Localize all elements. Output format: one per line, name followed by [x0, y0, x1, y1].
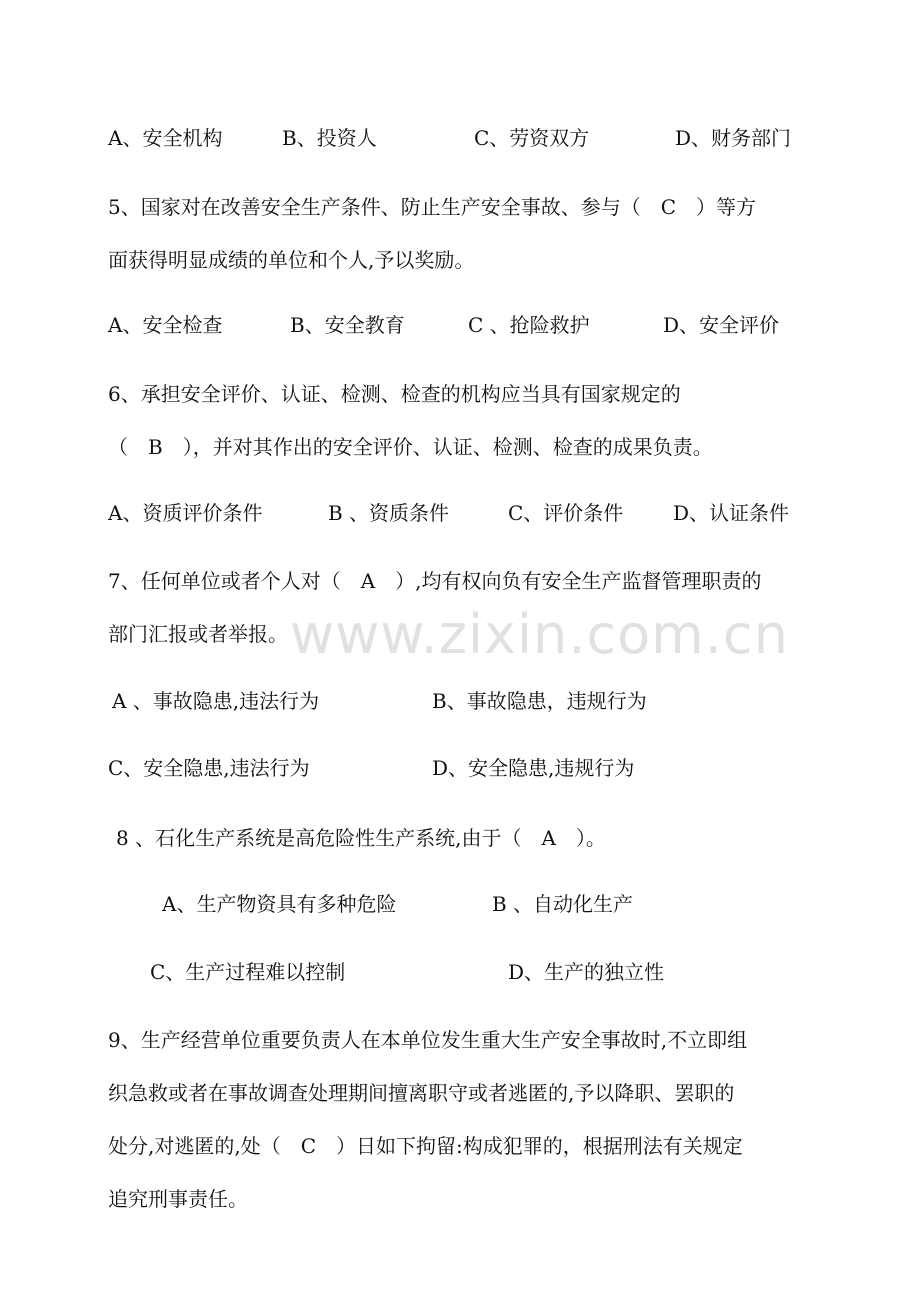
q8-option-b: B 、自动化生产 — [492, 892, 634, 916]
q8-option-a: A、生产物资具有多种危险 — [162, 892, 397, 916]
q5-option-b: B、安全教育 — [290, 313, 405, 337]
q5-option-a: A、安全检查 — [108, 313, 223, 337]
q6-text-line-1: 6、承担安全评价、认证、检测、检查的机构应当具有国家规定的 — [108, 382, 681, 406]
q6-option-b: B 、资质条件 — [328, 501, 450, 525]
q5-text-line-1: 5、国家对在改善安全生产条件、防止生产安全事故、参与（ C ）等方 — [108, 195, 757, 219]
q6-text-line-2: （ B ），并对其作出的安全评价、认证、检测、检查的成果负责。 — [108, 435, 713, 459]
q7-option-a: A 、事故隐患,违法行为 — [112, 689, 320, 713]
q6-option-d: D、认证条件 — [673, 501, 790, 525]
q8-option-c: C、生产过程难以控制 — [150, 960, 346, 984]
q9-text-line-2: 织急救或者在事故调查处理期间擅离职守或者逃匿的,予以降职、罢职的 — [108, 1081, 735, 1105]
q4-option-d: D、财务部门 — [675, 126, 792, 150]
q8-option-d: D、生产的独立性 — [508, 960, 665, 984]
q9-text-line-1: 9、生产经营单位重要负责人在本单位发生重大生产安全事故时,不立即组 — [108, 1028, 748, 1052]
q5-option-d: D、安全评价 — [663, 313, 780, 337]
q6-option-c: C、评价条件 — [508, 501, 624, 525]
q6-option-a: A、资质评价条件 — [108, 501, 263, 525]
q7-text-line-2: 部门汇报或者举报。 — [108, 622, 288, 646]
q4-option-c: C、劳资双方 — [474, 126, 590, 150]
q5-text-line-2: 面获得明显成绩的单位和个人,予以奖励。 — [108, 248, 475, 272]
q7-option-b: B、事故隐患，违规行为 — [432, 689, 647, 713]
q4-option-b: B、投资人 — [282, 126, 377, 150]
watermark-text: www.zixin.com.cn — [290, 603, 789, 666]
q5-option-c: C 、抢险救护 — [468, 313, 590, 337]
q9-text-line-3: 处分,对逃匿的,处（ C ）日如下拘留:构成犯罪的，根据刑法有关规定 — [108, 1134, 743, 1158]
q7-option-c: C、安全隐患,违法行为 — [108, 756, 310, 780]
q8-text-line-1: 8 、石化生产系统是高危险性生产系统,由于（ A ）。 — [116, 826, 606, 850]
q7-option-d: D、安全隐患,违规行为 — [432, 756, 635, 780]
q4-option-a: A、安全机构 — [108, 126, 223, 150]
q7-text-line-1: 7、任何单位或者个人对（ A ）,均有权向负有安全生产监督管理职责的 — [108, 569, 762, 593]
q9-text-line-4: 追究刑事责任。 — [108, 1187, 248, 1211]
